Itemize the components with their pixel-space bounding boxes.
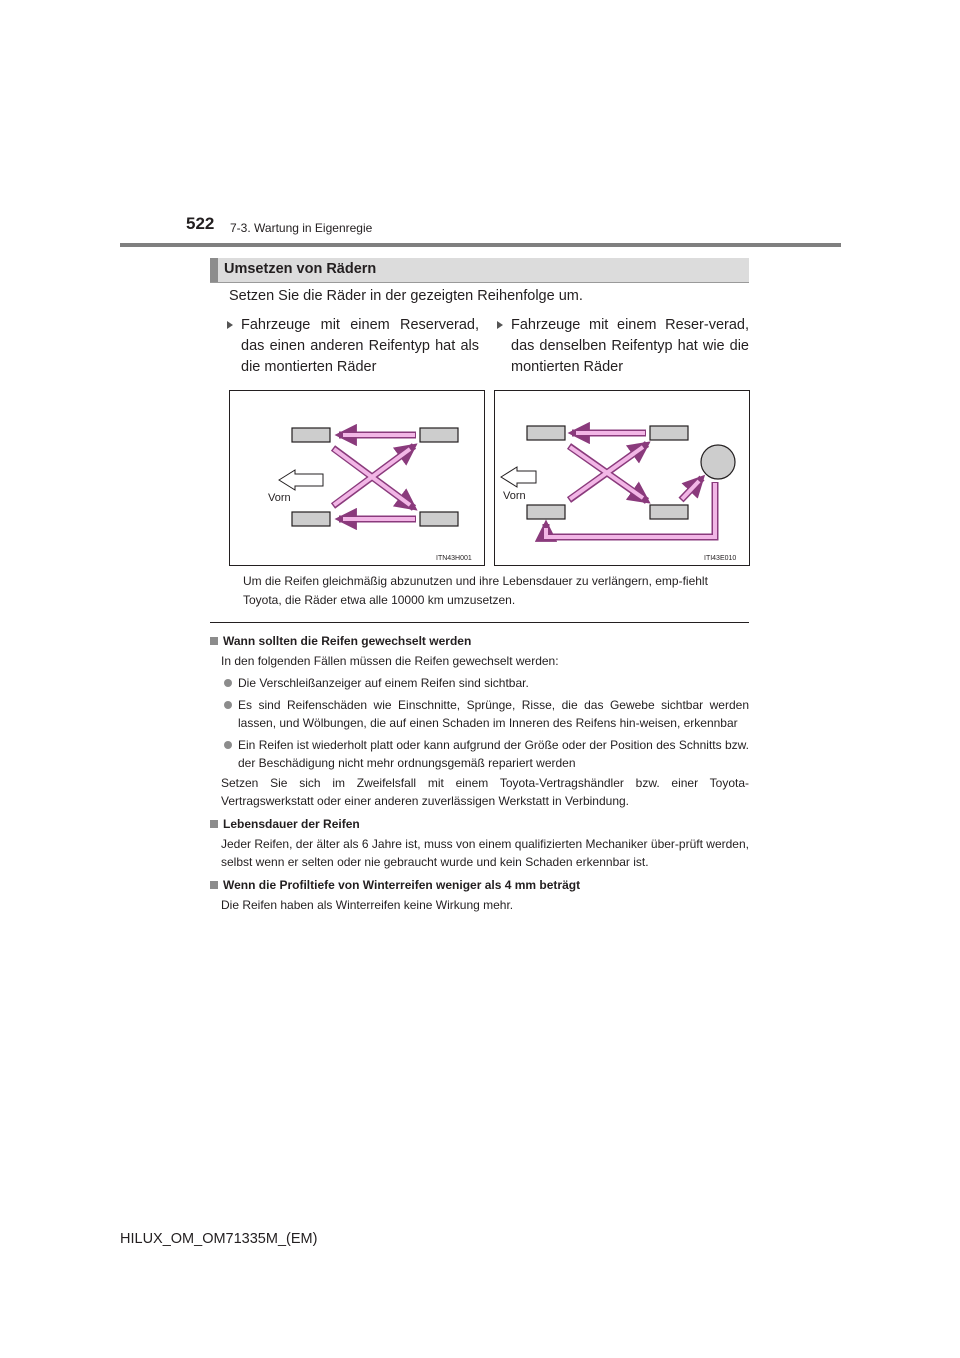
chapter-title: 7-3. Wartung in Eigenregie xyxy=(230,221,373,235)
section-title: Umsetzen von Rädern xyxy=(224,261,377,277)
spare-wheel xyxy=(701,445,735,479)
list-item xyxy=(210,696,749,732)
wheel-rear-right xyxy=(650,505,688,519)
wheel-front-left xyxy=(527,426,565,440)
note-heading-text: Lebensdauer der Reifen xyxy=(223,817,360,831)
wheel-front-left xyxy=(292,428,330,442)
wheel-front-right xyxy=(292,512,330,526)
variant-different-spare xyxy=(241,315,479,378)
diagram-frame xyxy=(230,391,485,566)
section-accent xyxy=(210,258,218,282)
wheel-rear-left xyxy=(420,428,458,442)
list-item-text: Ein Reifen ist wiederholt platt oder kann aufgrund der Größe oder der Position des Schnitts bzw. der Beschädigung nicht mehr ordnungsgemäß repariert werden xyxy=(238,738,749,770)
caption-rule xyxy=(210,622,749,623)
note-heading-text: Wenn die Profiltiefe von Winterreifen weniger als 4 mm beträgt xyxy=(223,878,581,892)
list-item xyxy=(210,736,749,772)
variant-same-spare xyxy=(511,315,749,378)
square-bullet-icon xyxy=(210,820,218,828)
round-bullet-icon xyxy=(224,741,232,749)
figure-caption: Um die Reifen gleichmäßig abzunutzen und ihre Lebensdauer zu verlängern, emp-fiehlt Toyota, die Räder etwa alle 10000 km umzusetzen. xyxy=(243,574,708,607)
round-bullet-icon xyxy=(224,701,232,709)
triangle-bullet-icon xyxy=(227,321,233,329)
wheel-rear-left xyxy=(650,426,688,440)
variant-text: Fahrzeuge mit einem Reserverad, das einen anderen Reifentyp hat als die montierten Räder xyxy=(241,317,479,375)
note-heading-text: Wann sollten die Reifen gewechselt werden xyxy=(223,634,472,648)
page-number: 522 xyxy=(186,214,215,233)
note-heading xyxy=(210,876,749,894)
square-bullet-icon xyxy=(210,881,218,889)
rotation-diagram-right xyxy=(495,391,750,566)
note-text: Jeder Reifen, der älter als 6 Jahre ist, muss von einem qualifizierten Mechaniker über-prüft werden, selbst wenn er selten oder nie gebraucht wurde und kein Schaden erkennbar ist. xyxy=(221,837,749,869)
section-intro: Setzen Sie die Räder in der gezeigten Reihenfolge um. xyxy=(229,288,583,304)
wheel-front-right xyxy=(527,505,565,519)
list-item xyxy=(210,674,749,692)
tire-rotation-figure xyxy=(229,390,750,566)
round-bullet-icon xyxy=(224,679,232,687)
square-bullet-icon xyxy=(210,637,218,645)
variant-text: Fahrzeuge mit einem Reser-verad, das denselben Reifentyp hat wie die montierten Räder xyxy=(511,317,749,375)
list-item-text: Die Verschleißanzeiger auf einem Reifen sind sichtbar. xyxy=(238,676,529,690)
note-text: In den folgenden Fällen müssen die Reifen gewechselt werden: xyxy=(221,654,559,668)
header-rule xyxy=(120,243,841,247)
rotation-diagram-left xyxy=(230,391,485,566)
figure-code: ITN43H001 xyxy=(436,555,472,562)
note-heading xyxy=(210,815,749,833)
figure-code: ITI43E010 xyxy=(704,555,737,562)
note-text: Die Reifen haben als Winterreifen keine Wirkung mehr. xyxy=(221,898,514,912)
note-text: Setzen Sie sich im Zweifelsfall mit einem Toyota-Vertragshändler bzw. einer Toyota-Vertragswerkstatt oder einer anderen zuverlässigen Werkstatt in Verbindung. xyxy=(221,776,749,808)
list-item-text: Es sind Reifenschäden wie Einschnitte, Sprünge, Risse, die das Gewebe sichtbar werden lassen, und Wölbungen, die auf einen Schaden im Inneren des Reifens hin-weisen, erkennbar xyxy=(238,698,749,730)
front-label: Vorn xyxy=(503,490,526,502)
notes-section xyxy=(210,632,749,914)
document-footer: HILUX_OM_OM71335M_(EM) xyxy=(120,1231,318,1247)
note-heading xyxy=(210,632,749,650)
wheel-rear-right xyxy=(420,512,458,526)
front-label: Vorn xyxy=(268,492,291,504)
triangle-bullet-icon xyxy=(497,321,503,329)
section-heading-bar xyxy=(210,258,749,283)
